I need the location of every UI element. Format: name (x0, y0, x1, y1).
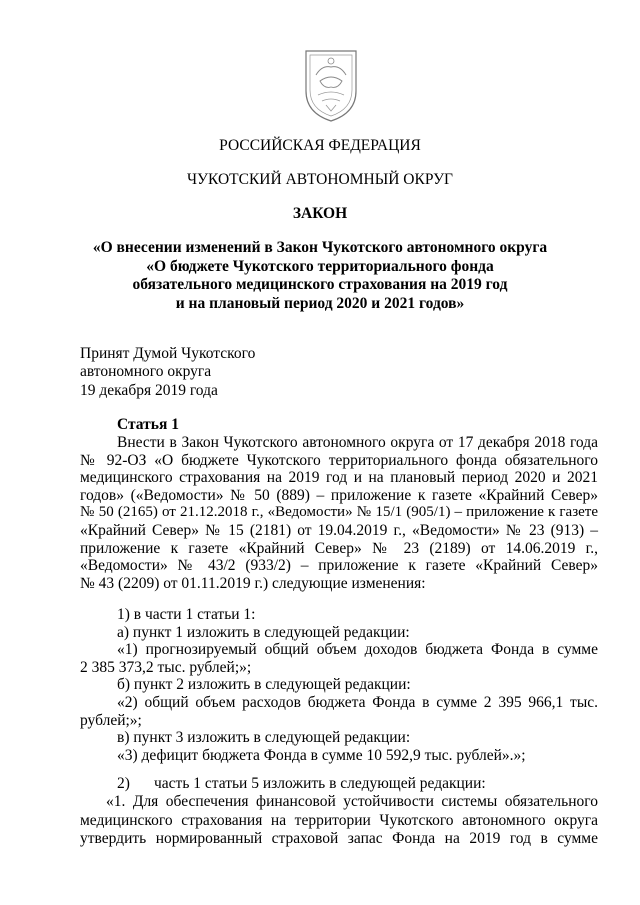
item-line: «1) прогнозируемый общий объем доходов бюджета Фонда в сумме (117, 641, 598, 659)
law-title-line: «О бюджете Чукотского территориального фонда (146, 257, 494, 275)
item-line: в) пункт 3 изложить в следующей редакции: (117, 729, 411, 747)
adoption-note (80, 345, 380, 400)
region-heading: ЧУКОТСКИЙ АВТОНОМНЫЙ ОКРУГ (186, 171, 454, 188)
item2-number: 2) (117, 775, 130, 792)
closing-paragraph (80, 793, 598, 849)
adoption-line: Принят Думой Чукотского (80, 345, 256, 362)
adoption-line: 19 декабря 2019 года (80, 381, 218, 399)
law-title-line: обязательного медицинского страхования на 2019 год (132, 276, 508, 293)
item-line: рублей;»; (80, 711, 142, 729)
law-title (0, 239, 640, 313)
law-title-line: «О внесении изменений в Закон Чукотского автономного округа (92, 239, 548, 256)
intro-line: Внести в Закон Чукотского автономного округа от 17 декабря 2018 года (117, 434, 598, 451)
intro-line: № 43 (2209) от 01.11.2019 г.) следующие изменения: (80, 574, 426, 592)
item-line: б) пункт 2 изложить в следующей редакции: (117, 676, 411, 694)
intro-line: медицинского страхования на 2019 год и на плановый период 2020 и 2021 (80, 469, 598, 487)
intro-line: № 50 (2165) от 21.12.2018 г., «Ведомости» № 15/1 (905/1) – приложение к газете (80, 504, 598, 521)
item-line: а) пункт 1 изложить в следующей редакции: (117, 623, 410, 641)
item-line: 1) в части 1 статьи 1: (117, 606, 256, 623)
coat-of-arms-emblem (300, 45, 362, 125)
federation-heading: РОССИЙСКАЯ ФЕДЕРАЦИЯ (219, 137, 421, 154)
intro-line: «Крайний Север» № 15 (2181) от 19.04.2019 г., «Ведомости» № 23 (913) – (80, 521, 598, 539)
article-intro (80, 434, 598, 592)
item-line: «2) общий объем расходов бюджета Фонда в сумме 2 395 966,1 тыс. (117, 693, 598, 711)
law-title-line: и на плановый период 2020 и 2021 годов» (175, 294, 465, 312)
item-line: «3) дефицит бюджета Фонда в сумме 10 592,9 тыс. рублей».»; (117, 746, 526, 764)
article-items (80, 606, 598, 764)
intro-line: приложение к газете «Крайний Север» № 23 (2189) от 14.06.2019 г., (80, 539, 598, 557)
intro-line: годов» («Ведомости» № 50 (889) – приложение к газете «Крайний Север» (80, 486, 598, 504)
adoption-line: автономного округа (80, 363, 212, 381)
closing-line: утвердить нормированный страховой запас Фонда на 2019 год в сумме (80, 830, 598, 848)
intro-line: № 92-ОЗ «О бюджете Чукотского территориального фонда обязательного (80, 451, 598, 469)
law-heading: ЗАКОН (292, 205, 348, 222)
item2-text: часть 1 статьи 5 изложить в следующей редакции: (154, 775, 486, 792)
item-line: 2 385 373,2 тыс. рублей;»; (80, 658, 252, 676)
closing-line: «1. Для обеспечения финансовой устойчивости системы обязательного (106, 793, 598, 810)
closing-line: медицинского страхования на территории Чукотского автономного округа (80, 811, 598, 829)
article-heading: Статья 1 (117, 416, 179, 433)
intro-line: «Ведомости» № 43/2 (933/2) – приложение к газете «Крайний Север» (80, 557, 598, 575)
